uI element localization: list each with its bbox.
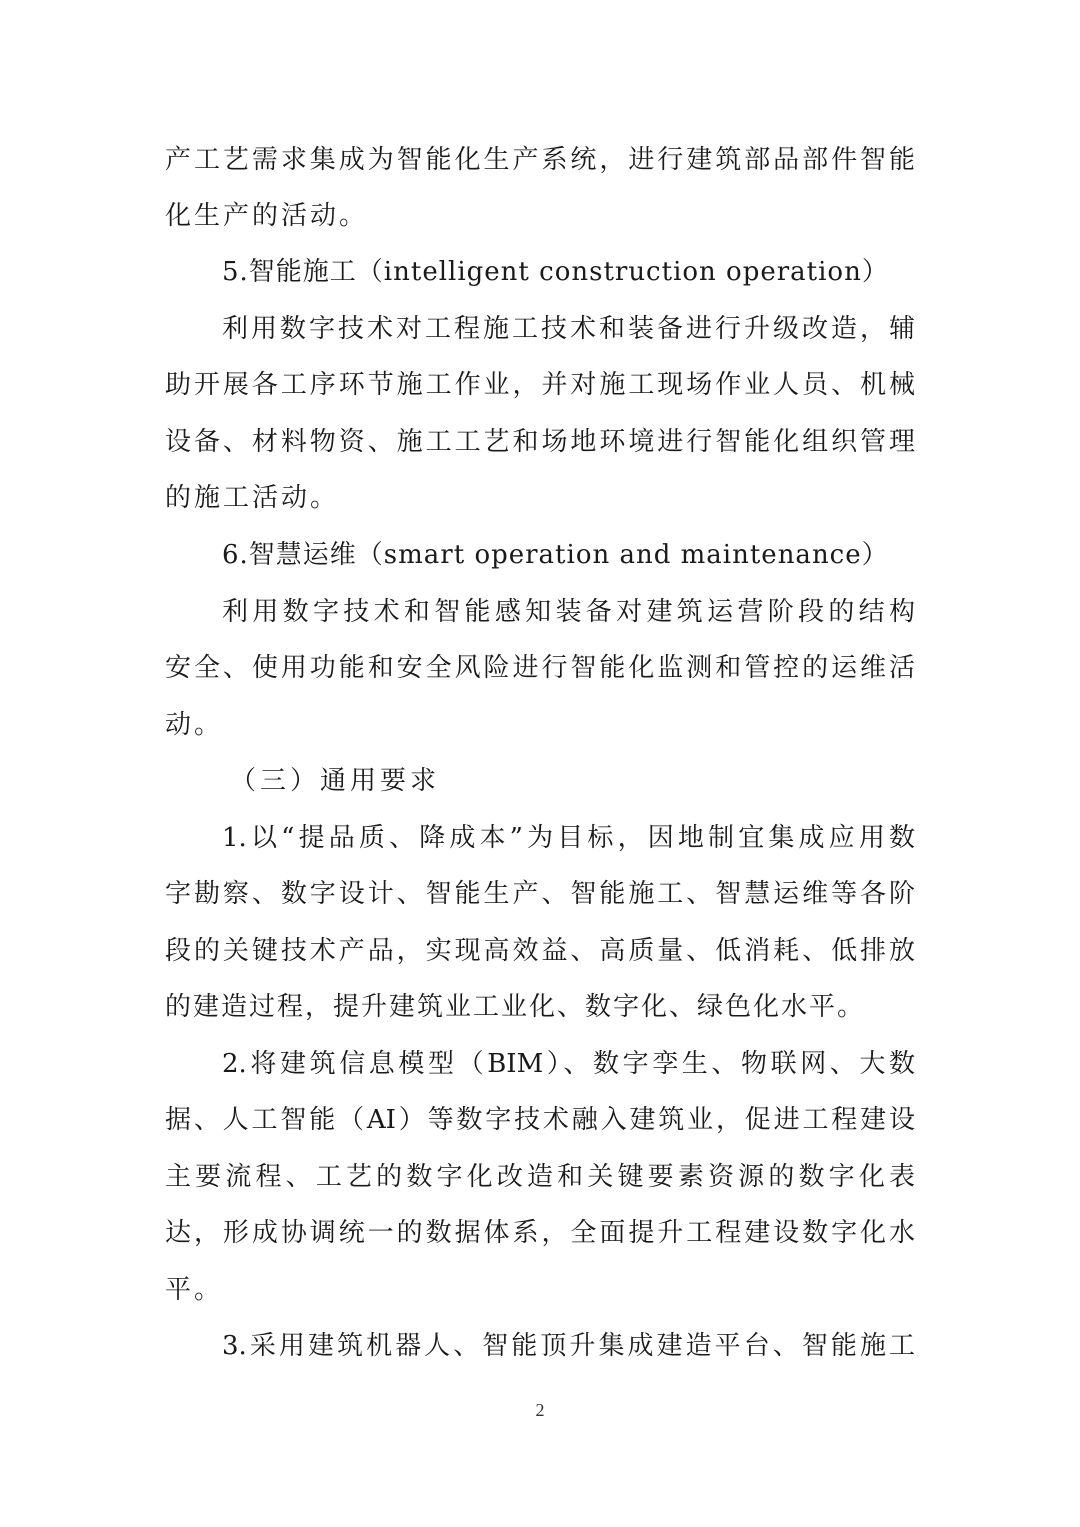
section-heading-intelligent-construction: 5.智能施工（intelligent construction operation） [222, 257, 889, 287]
paragraph-line: 的施工活动。 [165, 483, 340, 513]
paragraph-line: 产工艺需求集成为智能化生产系统，进行建筑部品部件智能 [165, 145, 915, 175]
paragraph-line: 平。 [165, 1275, 224, 1305]
paragraph-line: 设备、材料物资、施工工艺和场地环境进行智能化组织管理 [165, 427, 915, 457]
paragraph-line: 据、人工智能（AI）等数字技术融入建筑业，促进工程建设 [165, 1105, 915, 1135]
paragraph-line: 1.以“提品质、降成本”为目标，因地制宜集成应用数 [222, 823, 915, 853]
paragraph-line: 3.采用建筑机器人、智能顶升集成建造平台、智能施工 [222, 1331, 915, 1361]
paragraph-line: 安全、使用功能和安全风险进行智能化监测和管控的运维活 [165, 653, 915, 683]
paragraph-line: 字勘察、数字设计、智能生产、智能施工、智慧运维等各阶 [165, 879, 915, 909]
section-heading-general-requirements: （三）通用要求 [230, 766, 441, 796]
page-number: 2 [535, 1400, 545, 1420]
paragraph-line: 段的关键技术产品，实现高效益、高质量、低消耗、低排放 [165, 936, 915, 966]
paragraph-line: 达，形成协调统一的数据体系，全面提升工程建设数字化水 [165, 1218, 915, 1248]
paragraph-line: 利用数字技术对工程施工技术和装备进行升级改造，辅 [222, 314, 915, 344]
paragraph-line: 的建造过程，提升建筑业工业化、数字化、绿色化水平。 [165, 992, 866, 1022]
paragraph-line: 主要流程、工艺的数字化改造和关键要素资源的数字化表 [165, 1162, 915, 1192]
paragraph-line: 2.将建筑信息模型（BIM）、数字孪生、物联网、大数 [222, 1049, 915, 1079]
paragraph-line: 利用数字技术和智能感知装备对建筑运营阶段的结构 [222, 597, 915, 627]
paragraph-line: 动。 [165, 710, 224, 740]
section-heading-smart-operation: 6.智慧运维（smart operation and maintenance） [222, 540, 889, 570]
paragraph-line: 化生产的活动。 [165, 201, 369, 231]
paragraph-line: 助开展各工序环节施工作业，并对施工现场作业人员、机械 [165, 370, 915, 400]
